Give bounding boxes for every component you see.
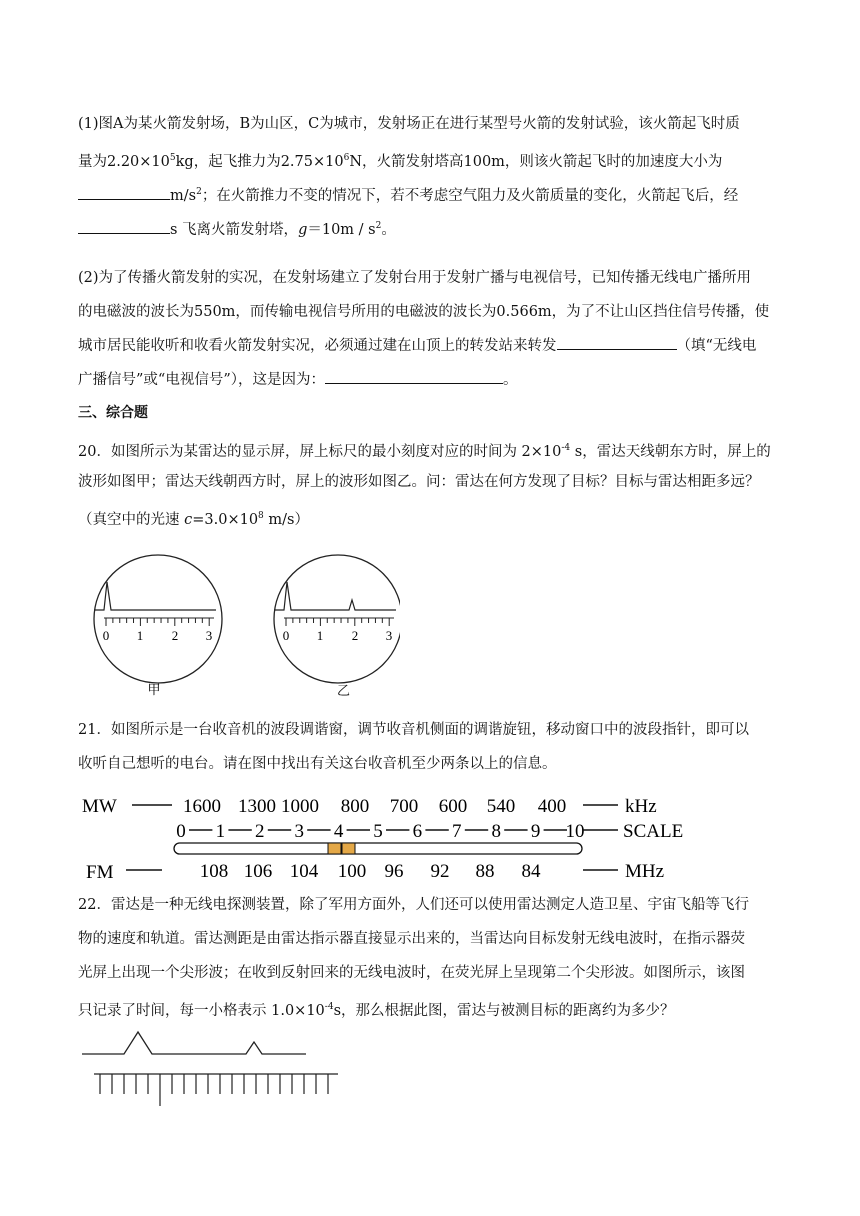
q19-p2-line3-text: 城市居民能收听和收看火箭发射实况，必须通过建在山顶上的转发站来转发: [78, 338, 557, 354]
q19-part2: [78, 261, 793, 397]
q20-line3-a: （真空中的光速: [78, 511, 185, 528]
q22-line1: 22．雷达是一种无线电探测装置，除了军用方面外，人们还可以使用雷达测定人造卫星、宇宙飞船等飞行: [78, 897, 749, 913]
dial-value: 106: [243, 861, 273, 882]
scale-value: 6: [412, 821, 423, 842]
dial-value: 84: [521, 861, 541, 882]
dial-value: 800: [340, 796, 370, 817]
thrust-exponent: 6: [343, 153, 350, 163]
acceleration-unit: m/s: [170, 187, 197, 204]
scale-value: 1: [215, 821, 226, 842]
scale-value: 10: [565, 821, 585, 842]
time-scale-ticks: [100, 1074, 328, 1106]
radio-dial-figure: [78, 790, 708, 885]
fm-label: FM: [86, 862, 114, 883]
tick-label: 0: [282, 628, 290, 643]
tick-label: 1: [316, 628, 324, 643]
dial-value: 88: [475, 861, 495, 882]
dial-value: 600: [438, 796, 468, 817]
q21-text: [78, 713, 793, 781]
q22-line2: 物的速度和轨道。雷达测距是由雷达指示器直接显示出来的，当雷达向目标发射无线电波时，在指示器荧: [78, 931, 745, 947]
dial-value: 108: [199, 861, 229, 882]
answer-blank-reason[interactable]: [325, 367, 503, 384]
fm-unit: MHz: [625, 861, 665, 882]
q22-line4: [78, 990, 793, 1024]
scale-value: 0: [176, 821, 186, 842]
scale-value: 4: [333, 821, 344, 842]
scale-value: 7: [452, 821, 462, 842]
q20-text: [78, 431, 793, 533]
q19-p1-line3-text: ；在火箭推力不变的情况下，若不考虑空气阻力及火箭质量的变化，火箭起飞后，经: [201, 187, 739, 204]
radar-screen-yi: [274, 555, 400, 683]
dial-value: 1000: [281, 796, 319, 817]
dial-value: 400: [537, 796, 567, 817]
tick-label: 2: [351, 628, 359, 643]
answer-blank-time[interactable]: [78, 217, 170, 234]
dial-value: 100: [337, 861, 367, 882]
mw-label: MW: [82, 796, 117, 817]
fm-values: [200, 861, 541, 882]
q19-p2-line1: (2)为了传播火箭发射的实况，在发射场建立了发射台用于发射广播与电视信号，已知传播无线电广播所用: [78, 270, 752, 286]
scale-value: 9: [530, 821, 541, 842]
q20-line3-b: =3.0×10: [192, 511, 259, 528]
gravity-symbol: g: [298, 221, 308, 238]
scale-value: 3: [294, 821, 304, 842]
radar-screen-jia: [94, 555, 222, 697]
q22-text: [78, 888, 793, 1024]
q19-p1-line3: [78, 175, 793, 209]
radar-screens-figure: [80, 548, 400, 703]
dial-value: 1300: [238, 796, 276, 817]
tick-label: 3: [385, 628, 393, 643]
q22-line4-b: s，那么根据此图，雷达与被测目标的距离约为多少？: [333, 1002, 675, 1019]
gravity-exponent: 2: [375, 221, 382, 231]
mw-values: [183, 796, 566, 817]
dial-value: 1600: [183, 796, 221, 817]
scale-value: 8: [491, 821, 501, 842]
tick-label: 1: [136, 628, 144, 643]
figure-label-yi: 乙: [337, 684, 351, 699]
mass-exponent: 5: [169, 153, 176, 163]
period: 。: [381, 221, 396, 238]
q19-p2-line4-text: 广播信号”或“电视信号”），这是因为：: [78, 372, 325, 388]
scale-values: [176, 821, 584, 842]
q19-p2-line4: [78, 363, 793, 397]
q20-line1-b: s，雷达天线朝东方时，屏上的: [570, 443, 771, 460]
thrust-text: kg，起飞推力为2.75×10: [175, 153, 344, 170]
time-text: s 飞离火箭发射塔，: [170, 221, 299, 238]
tick-label: 2: [171, 628, 179, 643]
answer-blank-acceleration[interactable]: [78, 183, 170, 200]
answer-blank-signal[interactable]: [557, 333, 677, 350]
q19-p2-line2: 的电磁波的波长为550m，而传输电视信号所用的电磁波的波长为0.566m，为了不让山区挡住信号传播，使: [78, 304, 770, 320]
period: 。: [503, 372, 518, 388]
mass-text: 量为2.20×10: [78, 153, 170, 170]
q22-line3: 光屏上出现一个尖形波；在收到反射回来的无线电波时，在荧光屏上呈现第二个尖形波。如图所示，该图: [78, 965, 745, 981]
dial-value: 92: [430, 861, 450, 882]
tuning-window: [174, 843, 582, 854]
light-speed-exponent: 8: [258, 511, 264, 521]
q20-line3: [78, 499, 793, 533]
tick-label: 3: [205, 628, 213, 643]
q20-line1: [78, 431, 793, 465]
scale-value: 2: [255, 821, 265, 842]
dial-value: 104: [289, 861, 319, 882]
q20-exponent: -4: [561, 443, 571, 453]
q19-p1-line2: [78, 141, 793, 175]
q19-p2-line3-hint: （填“无线电: [676, 338, 757, 354]
band-pointer[interactable]: [342, 843, 355, 854]
band-pointer[interactable]: [328, 843, 341, 854]
q20-line3-d: m/s）: [263, 511, 309, 528]
light-speed-symbol: c: [184, 511, 193, 528]
gravity-value: ＝10m / s: [307, 221, 376, 238]
q19-part1: [78, 107, 793, 243]
q19-p1-line1: (1)图A为某火箭发射场，B为山区，C为城市，发射场正在进行某型号火箭的发射试验，该火箭起飞时质: [78, 116, 740, 132]
dial-value: 700: [389, 796, 419, 817]
tower-text: N，火箭发射塔高100m，则该火箭起飞时的加速度大小为: [349, 153, 723, 170]
radar-trace-figure: [80, 1028, 350, 1113]
echo-waveform: [82, 1032, 306, 1054]
acceleration-unit-exponent: 2: [196, 187, 202, 197]
q22-exponent: -4: [324, 1002, 334, 1012]
q19-p1-line4: [78, 209, 793, 243]
dial-value: 540: [486, 796, 516, 817]
figure-label-jia: 甲: [147, 682, 161, 697]
q20-line1-a: 20．如图所示为某雷达的显示屏，屏上标尺的最小刻度对应的时间为 2×10: [78, 443, 562, 460]
q21-line2: 收听自己想听的电台。请在图中找出有关这台收音机至少两条以上的信息。: [78, 756, 557, 772]
dial-value: 96: [384, 861, 404, 882]
scale-value: 5: [373, 821, 383, 842]
q22-line4-a: 只记录了时间，每一小格表示 1.0×10: [78, 1002, 325, 1019]
tick-label: 0: [102, 628, 110, 643]
section-heading: 三、综合题: [78, 405, 148, 421]
q19-p2-line3: [78, 329, 793, 363]
mw-unit: kHz: [625, 796, 657, 817]
q21-line1: 21．如图所示是一台收音机的波段调谐窗，调节收音机侧面的调谐旋钮，移动窗口中的波段指针，即可以: [78, 722, 749, 738]
q20-line2: 波形如图甲；雷达天线朝西方时，屏上的波形如图乙。问：雷达在何方发现了目标？目标与雷达相距多远？: [78, 474, 760, 490]
scale-label: SCALE: [623, 821, 684, 842]
